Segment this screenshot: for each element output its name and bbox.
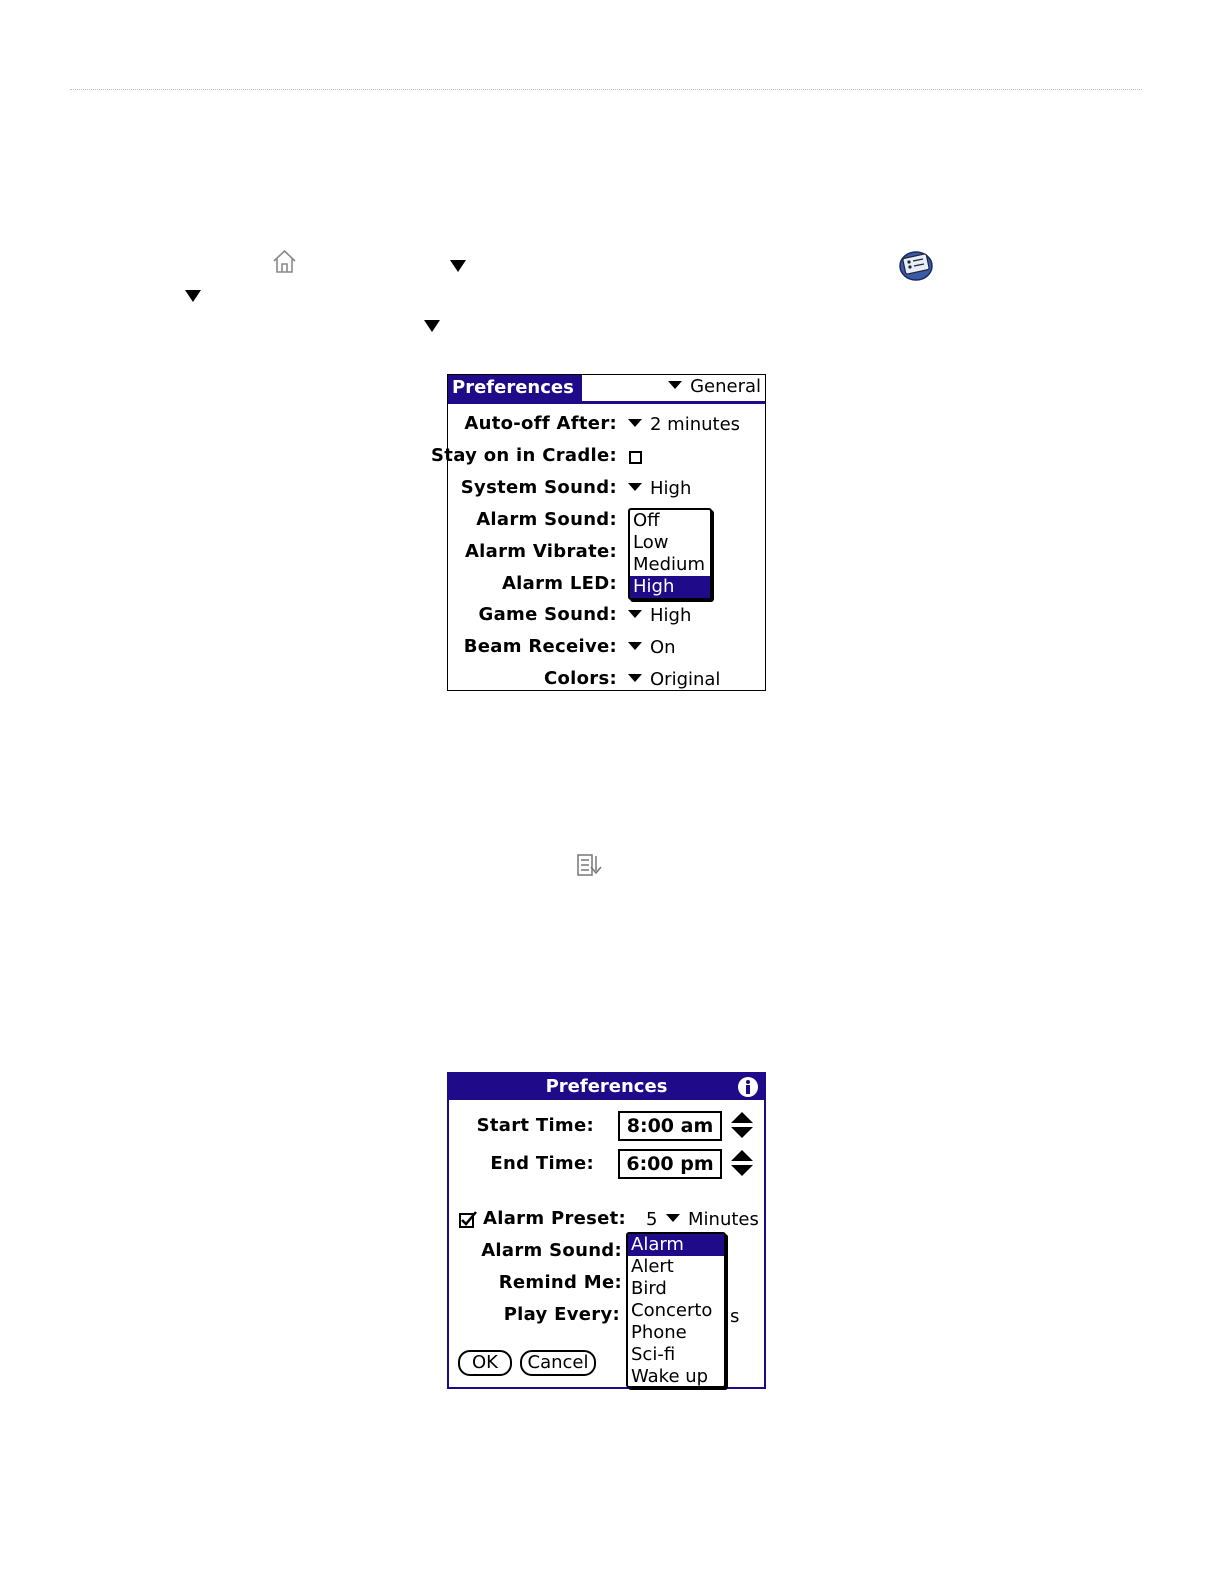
home-icon [271,247,298,274]
stay-on-cradle-label: Stay on in Cradle: [431,445,617,466]
colors-label: Colors: [543,668,617,689]
end-time-down-arrow[interactable] [731,1165,753,1176]
alarm-led-label: Alarm LED: [501,573,617,594]
alarm-sound-label: Alarm Sound: [481,1240,622,1261]
game-sound-label: Game Sound: [478,604,617,625]
beam-receive-picker[interactable]: On [628,637,676,658]
popup-item-off[interactable]: Off [633,510,660,531]
dropdown-arrow-icon [424,320,440,332]
play-every-suffix: s [730,1306,740,1327]
popup-item-wake-up[interactable]: Wake up [631,1366,709,1387]
alarm-preferences-dialog [447,1072,766,1389]
dropdown-arrow-icon [668,381,682,389]
alarm-preset-value[interactable]: 5 [646,1209,658,1230]
end-time-up-arrow[interactable] [731,1150,753,1161]
alarm-sound-popup [626,1232,726,1388]
popup-item-bird[interactable]: Bird [631,1278,667,1299]
dropdown-arrow-icon [450,260,466,272]
popup-item-concerto[interactable]: Concerto [631,1300,713,1321]
dropdown-arrow-icon [666,1214,680,1222]
popup-item-phone[interactable]: Phone [631,1322,687,1343]
dropdown-arrow-icon [628,483,642,491]
start-time-down-arrow[interactable] [731,1127,753,1138]
end-time-label: End Time: [490,1153,594,1174]
beam-receive-label: Beam Receive: [463,636,617,657]
dropdown-arrow-icon [628,610,642,618]
popup-item-alarm[interactable]: Alarm [628,1234,724,1256]
alarm-preset-checkbox[interactable] [459,1211,479,1229]
category-label: General [690,376,761,397]
general-preferences-screen [431,374,766,691]
system-sound-label: System Sound: [460,477,617,498]
dropdown-arrow-icon [628,674,642,682]
page-top-rule [70,89,1142,90]
start-time-field[interactable]: 8:00 am [618,1111,722,1141]
cancel-button[interactable]: Cancel [520,1350,596,1376]
popup-item-low[interactable]: Low [633,532,669,553]
menu-icon [576,853,606,877]
auto-off-picker[interactable]: 2 minutes [628,414,740,435]
category-picker[interactable] [668,376,761,397]
dropdown-arrow-icon [185,290,201,302]
ok-button[interactable]: OK [458,1350,512,1376]
remind-me-label: Remind Me: [498,1272,622,1293]
dropdown-arrow-icon [628,642,642,650]
screen-title: Preferences [448,375,582,401]
popup-item-sci-fi[interactable]: Sci-fi [631,1344,676,1365]
alarm-vibrate-label: Alarm Vibrate: [464,541,617,562]
info-icon[interactable] [737,1076,759,1098]
alarm-sound-popup [628,508,712,600]
start-time-label: Start Time: [476,1115,594,1136]
preset-unit-picker[interactable]: Minutes [666,1209,759,1230]
dropdown-arrow-icon [628,419,642,427]
start-time-up-arrow[interactable] [731,1112,753,1123]
auto-off-label: Auto-off After: [464,413,617,434]
stay-on-cradle-checkbox[interactable] [629,451,642,464]
preferences-app-icon [898,248,934,282]
play-every-label: Play Every: [503,1304,620,1325]
system-sound-picker[interactable]: High [628,478,691,499]
end-time-field[interactable]: 6:00 pm [618,1149,722,1179]
colors-picker[interactable]: Original [628,669,720,690]
alarm-sound-label: Alarm Sound: [476,509,617,530]
popup-item-high[interactable]: High [630,576,710,598]
game-sound-picker[interactable]: High [628,605,691,626]
popup-item-medium[interactable]: Medium [633,554,705,575]
alarm-preset-label: Alarm Preset: [483,1208,627,1229]
dialog-title: Preferences [449,1074,764,1100]
popup-item-alert[interactable]: Alert [631,1256,674,1277]
